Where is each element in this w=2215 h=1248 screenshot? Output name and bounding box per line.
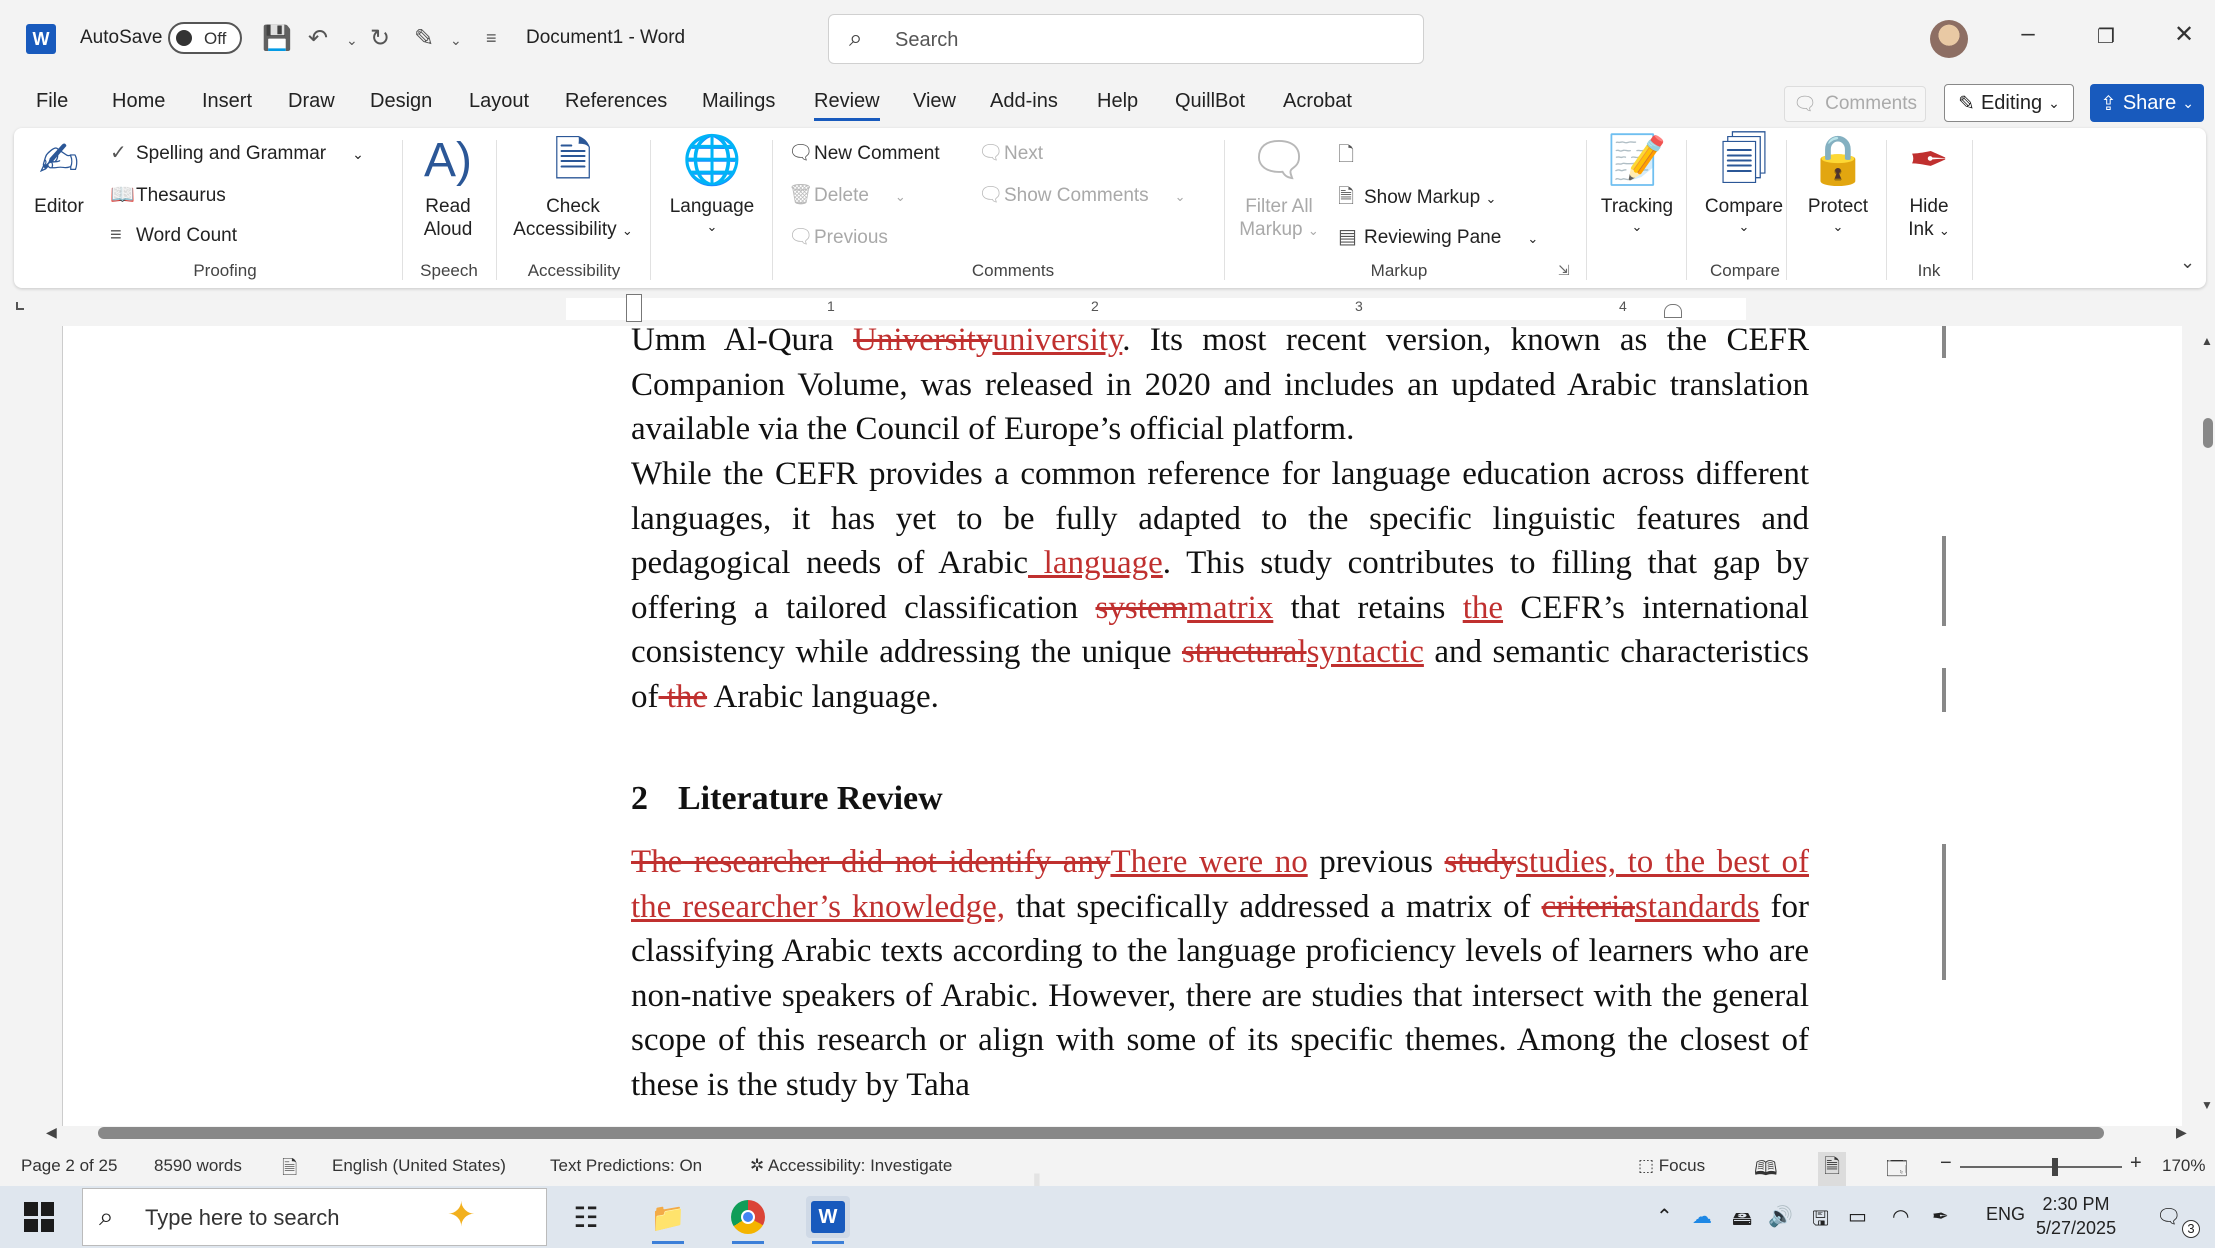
word-count-icon: ≡ [110, 224, 122, 246]
wifi-icon[interactable]: ◠ [1892, 1206, 1910, 1228]
deleted-text[interactable]: the [658, 678, 708, 715]
editing-label: Editing [1980, 91, 2043, 114]
clock-date: 5/27/2025 [2036, 1218, 2117, 1238]
scroll-left-icon[interactable]: ◀ [46, 1124, 57, 1140]
deleted-text[interactable]: system [1095, 589, 1188, 626]
print-layout-icon[interactable]: 🗎 [1818, 1152, 1846, 1186]
compare-button[interactable] [1696, 136, 1792, 234]
word-count-button[interactable] [110, 224, 237, 247]
tab-home[interactable]: Home [112, 90, 166, 112]
paragraph-1[interactable] [631, 326, 1809, 452]
tab-acrobat[interactable]: Acrobat [1283, 90, 1352, 112]
inserted-text[interactable]: language [1028, 545, 1163, 581]
keyboard-tray-icon[interactable]: 🖴 [1732, 1208, 1753, 1230]
change-bar [1942, 668, 1946, 712]
group-separator [650, 140, 651, 280]
spelling-check-icon: ✓ [110, 142, 127, 164]
text-run: Umm Al-Qura [631, 326, 854, 358]
accessibility-icon: ✲ [750, 1156, 765, 1175]
file-explorer-icon[interactable]: 📁 [646, 1196, 690, 1238]
read-aloud-label-1: Read [425, 196, 471, 217]
tab-add-ins[interactable]: Add-ins [990, 90, 1058, 112]
scroll-up-icon[interactable]: ▲ [2201, 334, 2213, 348]
hide-ink-icon: ✒ [1908, 134, 1950, 187]
inserted-text[interactable]: studies, to the best of the researcher’s knowledge, [631, 844, 1809, 925]
group-separator [1224, 140, 1225, 280]
chevron-down-icon: ⌄ [1738, 218, 1750, 234]
tracking-button[interactable] [1598, 136, 1676, 234]
search-placeholder: Search [895, 29, 959, 51]
inserted-text[interactable]: the [1462, 589, 1504, 626]
ruler-number: 1 [827, 298, 835, 314]
quick-access-menu-icon[interactable]: ≡ [486, 28, 497, 48]
autosave-toggle[interactable] [168, 22, 242, 54]
word-logo-icon: W [26, 24, 56, 54]
tracking-label: Tracking [1600, 196, 1674, 217]
editing-mode-button[interactable] [1944, 84, 2074, 122]
document-canvas [0, 326, 2200, 1126]
group-separator [402, 140, 403, 280]
proofing-group-label: Proofing [193, 261, 257, 280]
change-bar [1942, 536, 1946, 626]
focus-mode-button[interactable] [1638, 1156, 1705, 1176]
redo-icon[interactable]: ↻ [370, 25, 391, 52]
group-separator [772, 140, 773, 280]
chevron-down-icon: ⌄ [1527, 231, 1539, 246]
text-run: CEFR’s international consistency while addressing the unique [631, 589, 1809, 670]
show-comments-label: Show Comments [1004, 185, 1149, 206]
focus-label: Focus [1658, 1156, 1706, 1175]
chevron-down-icon: ⌄ [706, 218, 718, 234]
web-layout-icon[interactable]: 🗔 [1886, 1158, 1908, 1180]
text-run: and semantic characteristics of [631, 634, 1809, 715]
check-accessibility-icon: 🗎 [553, 134, 593, 187]
group-separator [1586, 140, 1587, 280]
text-run: . Its most recent version, known as the CEFR Companion Volume, was released in 2020 and includes an updated Arabic translation available via the Council of Europe’s official platform. [631, 326, 1809, 447]
filter-label-1: Filter All [1245, 196, 1313, 217]
change-bar [1942, 844, 1946, 980]
track-changes-icon: 📝 [1607, 134, 1667, 187]
battery-icon[interactable]: ▭ [1848, 1206, 1867, 1228]
text-run: While the CEFR provides a common reference for language education across different languages, it has yet to be fully adapted to the specific linguistic features and pedagogical needs of Arabic [631, 456, 1809, 581]
inserted-text[interactable]: university [992, 326, 1123, 358]
ruler-number: 3 [1355, 298, 1363, 314]
tab-selector-icon[interactable] [16, 302, 24, 310]
horizontal-scroll-thumb[interactable] [98, 1127, 2104, 1139]
horizontal-ruler [0, 292, 2215, 326]
document-page[interactable] [62, 326, 2182, 1126]
search-icon: ⌕ [99, 1201, 114, 1231]
text-run: for classifying Arabic texts according to the language proficiency levels of learners who are non-native speakers of Arabic. However, there are studies that intersect with the general scope of this research or align with some of its specific themes. Among the closest of these is the study by Taha [631, 888, 1810, 1103]
previous-label: Previous [814, 227, 888, 248]
accessibility-status-label: Accessibility: Investigate [768, 1156, 953, 1175]
document-title: Document1 - Word [526, 27, 686, 48]
chevron-down-icon: ⌄ [1174, 189, 1186, 204]
inserted-text[interactable]: syntactic [1306, 634, 1424, 670]
inserted-text[interactable]: There were no [1110, 844, 1308, 880]
language-status[interactable]: English (United States) [332, 1156, 506, 1175]
tab-quillbot[interactable]: QuillBot [1175, 90, 1246, 112]
read-aloud-label-2: Aloud [423, 218, 473, 240]
markup-dialog-launcher-icon[interactable]: ⇲ [1558, 262, 1570, 278]
tab-references[interactable]: References [565, 90, 668, 112]
protect-lock-icon: 🔒 [1808, 134, 1868, 187]
language-label: Language [669, 196, 755, 217]
notification-count-badge: 3 [2182, 1220, 2200, 1238]
new-comment-icon: 🗨 [788, 142, 814, 164]
system-clock[interactable] [2036, 1192, 2116, 1240]
taskbar-search-placeholder: Type here to search [145, 1205, 340, 1230]
notifications-icon[interactable]: 🗨 [2156, 1206, 2182, 1228]
text-run: . This study contributes to filling that gap by offering a tailored classification [631, 545, 1809, 626]
chevron-down-icon: ⌄ [894, 189, 906, 204]
share-label: Share [2122, 91, 2177, 114]
volume-icon[interactable]: 🔊 [1768, 1206, 1793, 1228]
reviewing-pane-label: Reviewing Pane [1364, 227, 1502, 248]
thesaurus-book-icon: 📖 [110, 184, 135, 206]
pen-tray-icon[interactable]: ✒ [1932, 1206, 1949, 1228]
share-button[interactable] [2090, 84, 2204, 122]
thesaurus-button[interactable] [110, 182, 226, 207]
deleted-text[interactable]: University [853, 326, 993, 358]
autosave-state: Off [204, 29, 227, 48]
deleted-text[interactable]: criteria [1541, 888, 1635, 925]
zoom-slider[interactable] [1960, 1166, 2122, 1168]
word-count[interactable]: 8590 words [154, 1156, 242, 1175]
zoom-in-icon[interactable]: + [2130, 1152, 2142, 1174]
spelling-grammar-button[interactable] [110, 140, 364, 165]
scroll-right-icon[interactable]: ▶ [2176, 1124, 2187, 1140]
deleted-text[interactable]: The researcher did not identify any [631, 844, 1111, 880]
text-run: that retains [1273, 589, 1463, 626]
group-separator [1786, 140, 1787, 280]
avatar[interactable] [1930, 20, 1968, 58]
read-aloud-icon: A) [424, 134, 472, 187]
tab-draw[interactable]: Draw [288, 90, 335, 112]
zoom-level[interactable]: 170% [2162, 1156, 2206, 1175]
new-comment-label: New Comment [814, 143, 940, 164]
clock-time: 2:30 PM [2042, 1194, 2110, 1214]
language-globe-icon: 🌐 [682, 134, 742, 187]
read-aloud-button[interactable] [414, 136, 482, 242]
show-markup-button[interactable] [1338, 182, 1496, 216]
search-icon: ⌕ [849, 25, 863, 52]
task-view-icon[interactable]: ☷ [573, 1201, 599, 1233]
vertical-scroll-thumb[interactable] [2203, 418, 2213, 448]
customize-dropdown-icon[interactable]: ⌄ [450, 32, 462, 48]
spelling-label: Spelling and Grammar [136, 143, 327, 164]
hide-ink-label-1: Hide [1909, 196, 1949, 217]
onedrive-icon[interactable]: ☁ [1692, 1206, 1712, 1228]
heading-title: Literature Review [678, 780, 943, 817]
autosave-label: AutoSave [80, 27, 163, 48]
chevron-down-icon: ⌄ [621, 222, 633, 238]
horizontal-scrollbar[interactable] [40, 1124, 2200, 1142]
indent-marker-icon[interactable] [626, 294, 642, 322]
previous-comment-button[interactable] [788, 224, 888, 249]
compare-button-label: Compare [1704, 196, 1784, 217]
filter-all-markup-button[interactable] [1234, 136, 1324, 242]
editor-pen-icon: ✍ [38, 134, 80, 187]
show-comments-button[interactable] [978, 182, 1186, 207]
ruler-number: 4 [1619, 298, 1627, 314]
protect-button[interactable] [1798, 136, 1878, 234]
format-painter-icon[interactable]: ✎ [414, 25, 435, 52]
paragraph-2[interactable] [631, 452, 1809, 719]
delete-comment-icon: 🗑 [788, 184, 814, 206]
group-separator [1686, 140, 1687, 280]
next-comment-icon: 🗨 [978, 142, 1004, 164]
device-icon[interactable]: 🖫 [1812, 1208, 1830, 1230]
deleted-text[interactable]: study [1444, 844, 1517, 880]
toggle-knob [176, 30, 192, 46]
chevron-down-icon: ⌄ [2048, 94, 2060, 111]
compare-icon: 🗐 [1720, 134, 1768, 187]
undo-icon[interactable]: ↶ [308, 25, 329, 52]
filter-label-2: Markup [1239, 218, 1303, 240]
hide-ink-button[interactable] [1898, 136, 1960, 242]
inserted-text[interactable]: standards [1634, 888, 1760, 925]
markup-group-label: Markup [1370, 261, 1428, 280]
tab-mailings[interactable]: Mailings [702, 90, 776, 112]
save-icon[interactable]: 💾 [262, 25, 292, 52]
group-separator [1886, 140, 1887, 280]
text-run: previous [1307, 844, 1445, 880]
tab-view[interactable]: View [913, 90, 956, 112]
read-mode-icon[interactable]: 🕮 [1754, 1158, 1778, 1180]
inserted-text[interactable]: matrix [1187, 589, 1274, 626]
restore-icon[interactable]: ❐ [2097, 26, 2115, 48]
chevron-down-icon: ⌄ [2182, 94, 2194, 111]
language-button[interactable] [664, 136, 760, 234]
scroll-down-icon[interactable]: ▼ [2201, 1098, 2213, 1112]
accessibility-group-label: Accessibility [527, 261, 621, 280]
compare-group-label: Compare [1710, 261, 1780, 280]
delete-comment-button[interactable] [788, 182, 906, 207]
title-bar [0, 0, 2215, 78]
next-comment-button[interactable] [978, 140, 1043, 165]
ruler-text-area [566, 298, 1746, 320]
comments-group-label: Comments [971, 261, 1055, 280]
chevron-down-icon: ⌄ [352, 146, 364, 162]
pencil-icon: ✎ [1958, 92, 1975, 115]
reviewing-pane-icon: ▤ [1338, 226, 1357, 248]
word-count-label: Word Count [136, 225, 238, 246]
display-for-review-icon: 🗋 [1338, 144, 1355, 166]
tab-design[interactable]: Design [370, 90, 433, 112]
show-markup-icon: 🗎 [1338, 186, 1355, 208]
tab-insert[interactable]: Insert [202, 90, 253, 112]
search-box[interactable] [828, 14, 1424, 64]
thesaurus-label: Thesaurus [136, 185, 226, 206]
previous-comment-icon: 🗨 [788, 226, 814, 248]
sparkle-icon: ✦ [447, 1196, 476, 1234]
check-accessibility-label-2: Accessibility [513, 218, 617, 240]
taskbar-search[interactable] [82, 1188, 547, 1246]
change-bar [1942, 326, 1946, 358]
right-indent-marker-icon[interactable] [1664, 304, 1682, 318]
tab-help[interactable]: Help [1097, 90, 1139, 112]
show-hidden-icons-icon[interactable]: ⌃ [1656, 1206, 1673, 1228]
minimize-icon[interactable]: – [2021, 20, 2035, 47]
close-icon[interactable]: ✕ [2173, 21, 2195, 48]
check-accessibility-label-1: Check [546, 196, 600, 217]
share-icon: ⇪ [2100, 92, 2117, 115]
text-run: that specifically addressed a matrix of [1005, 888, 1542, 925]
hide-ink-label-2: Ink [1908, 218, 1934, 240]
accessibility-status[interactable] [750, 1156, 952, 1176]
chevron-down-icon: ⌄ [1631, 218, 1643, 234]
reviewing-pane-button[interactable] [1338, 224, 1538, 249]
tab-layout[interactable]: Layout [469, 90, 530, 112]
group-separator [1972, 140, 1973, 280]
undo-dropdown-icon[interactable]: ⌄ [346, 32, 358, 48]
tab-review[interactable]: Review [814, 90, 880, 112]
ink-group-label: Ink [1917, 261, 1941, 280]
filter-markup-icon: 🗨 [1248, 134, 1310, 187]
chevron-down-icon: ⌄ [1938, 222, 1950, 238]
text-run: Arabic language. [707, 678, 939, 715]
zoom-out-icon[interactable]: − [1940, 1152, 1952, 1174]
chevron-down-icon: ⌄ [1485, 191, 1497, 206]
comments-button-label: Comments [1825, 93, 1917, 114]
editor-button[interactable] [30, 136, 88, 219]
comments-button[interactable] [1784, 86, 1926, 122]
text-predictions-status[interactable]: Text Predictions: On [550, 1156, 703, 1175]
proofing-status-icon[interactable]: 🗎 [282, 1158, 298, 1179]
collapse-ribbon-icon[interactable]: ⌄ [2180, 252, 2196, 272]
protect-label: Protect [1807, 196, 1869, 217]
tab-file[interactable]: File [36, 90, 69, 112]
chrome-icon[interactable] [726, 1196, 770, 1238]
paragraph-3[interactable] [631, 840, 1809, 1107]
next-label: Next [1004, 143, 1044, 164]
section-heading[interactable] [631, 780, 943, 818]
chevron-down-icon: ⌄ [1832, 218, 1844, 234]
ruler-number: 2 [1091, 298, 1099, 314]
group-separator [496, 140, 497, 280]
show-comments-icon: 🗨 [978, 184, 1004, 206]
check-accessibility-button[interactable] [508, 136, 638, 242]
input-language[interactable]: ENG [1986, 1204, 2026, 1224]
show-markup-label: Show Markup [1364, 187, 1481, 208]
delete-label: Delete [814, 185, 869, 206]
heading-number: 2 [631, 780, 648, 817]
zoom-slider-thumb[interactable] [2052, 1158, 2058, 1176]
page-count[interactable]: Page 2 of 25 [21, 1156, 118, 1175]
review-ribbon [14, 128, 2206, 288]
deleted-text[interactable]: structural [1181, 634, 1307, 670]
comment-icon: 🗨 [1793, 94, 1818, 115]
windows-start-icon[interactable] [24, 1202, 54, 1232]
word-taskbar-icon[interactable]: W [806, 1196, 850, 1238]
vertical-scrollbar[interactable] [2200, 326, 2215, 1126]
chevron-down-icon: ⌄ [1307, 222, 1319, 238]
windows-taskbar [0, 1186, 2215, 1248]
focus-icon: ⬚ [1638, 1156, 1655, 1175]
new-comment-button[interactable] [788, 140, 940, 165]
editor-label: Editor [34, 196, 84, 217]
speech-group-label: Speech [420, 261, 478, 280]
